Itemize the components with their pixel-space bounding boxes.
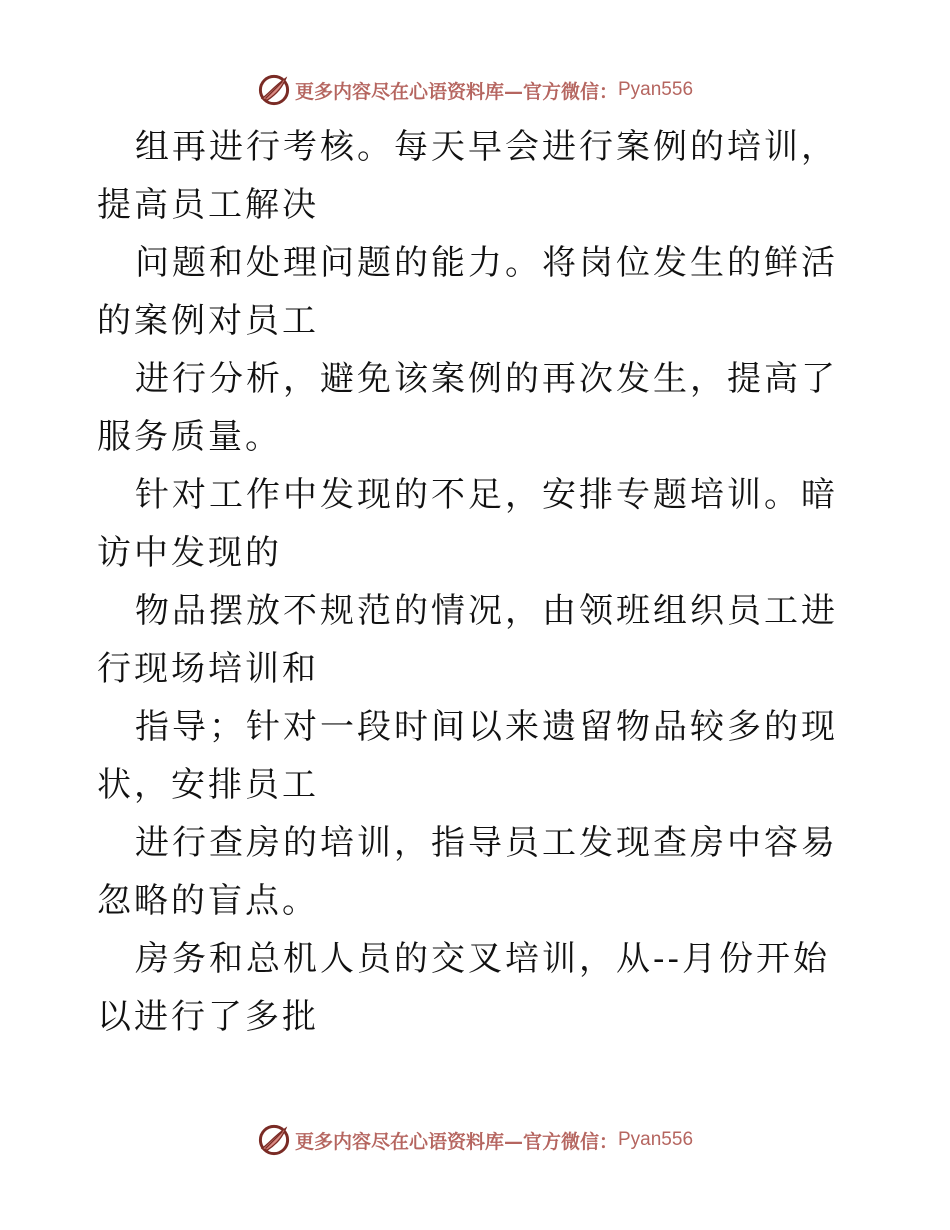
paragraph-7-line-2: 的盲点。 bbox=[171, 881, 319, 921]
paragraph-7 bbox=[97, 814, 857, 930]
paragraph-6 bbox=[97, 698, 857, 814]
paragraph-1 bbox=[97, 118, 857, 234]
header-banner bbox=[0, 70, 950, 110]
footer-wechat-id: Pyan556 bbox=[618, 1129, 694, 1150]
paragraph-8-line-2: 行了多批 bbox=[171, 997, 319, 1037]
paragraph-8 bbox=[97, 930, 857, 1046]
header-banner-text: 更多内容尽在心语资料库—官方微信： bbox=[294, 80, 618, 103]
paragraph-4-line-2: 发现的 bbox=[171, 533, 282, 573]
footer-banner bbox=[0, 1120, 950, 1160]
document-body bbox=[97, 118, 857, 1046]
paragraph-4-line-1: 针对工作中发现的不足，安排专题培训。暗访中 bbox=[97, 475, 838, 573]
paragraph-3-line-2: 质量。 bbox=[171, 417, 282, 457]
paragraph-4 bbox=[97, 466, 857, 582]
footer-banner-text: 更多内容尽在心语资料库—官方微信： bbox=[294, 1130, 618, 1153]
paragraph-2-line-2: 例对员工 bbox=[171, 301, 319, 341]
paragraph-5-line-2: 场培训和 bbox=[171, 649, 319, 689]
paragraph-2 bbox=[97, 234, 857, 350]
paragraph-5 bbox=[97, 582, 857, 698]
paragraph-3-line-1: 进行分析，避免该案例的再次发生，提高了服务 bbox=[97, 359, 838, 457]
paragraph-6-line-2: 安排员工 bbox=[171, 765, 319, 805]
paragraph-8-line-1: 房务和总机人员的交叉培训，从--月份开始以进 bbox=[97, 939, 830, 1037]
header-wechat-id: Pyan556 bbox=[618, 79, 694, 100]
paragraph-3 bbox=[97, 350, 857, 466]
feather-pen-logo-icon bbox=[257, 1123, 291, 1157]
paragraph-1-line-2: 员工解决 bbox=[171, 185, 319, 225]
paragraph-2-line-1: 问题和处理问题的能力。将岗位发生的鲜活的案 bbox=[97, 243, 838, 341]
paragraph-5-line-1: 物品摆放不规范的情况，由领班组织员工进行现 bbox=[97, 591, 838, 689]
paragraph-6-line-1: 指导；针对一段时间以来遗留物品较多的现状， bbox=[97, 707, 838, 805]
feather-pen-logo-icon bbox=[257, 73, 291, 107]
paragraph-7-line-1: 进行查房的培训，指导员工发现查房中容易忽略 bbox=[97, 823, 838, 921]
paragraph-1-line-1: 组再进行考核。每天早会进行案例的培训，提高 bbox=[97, 127, 838, 225]
